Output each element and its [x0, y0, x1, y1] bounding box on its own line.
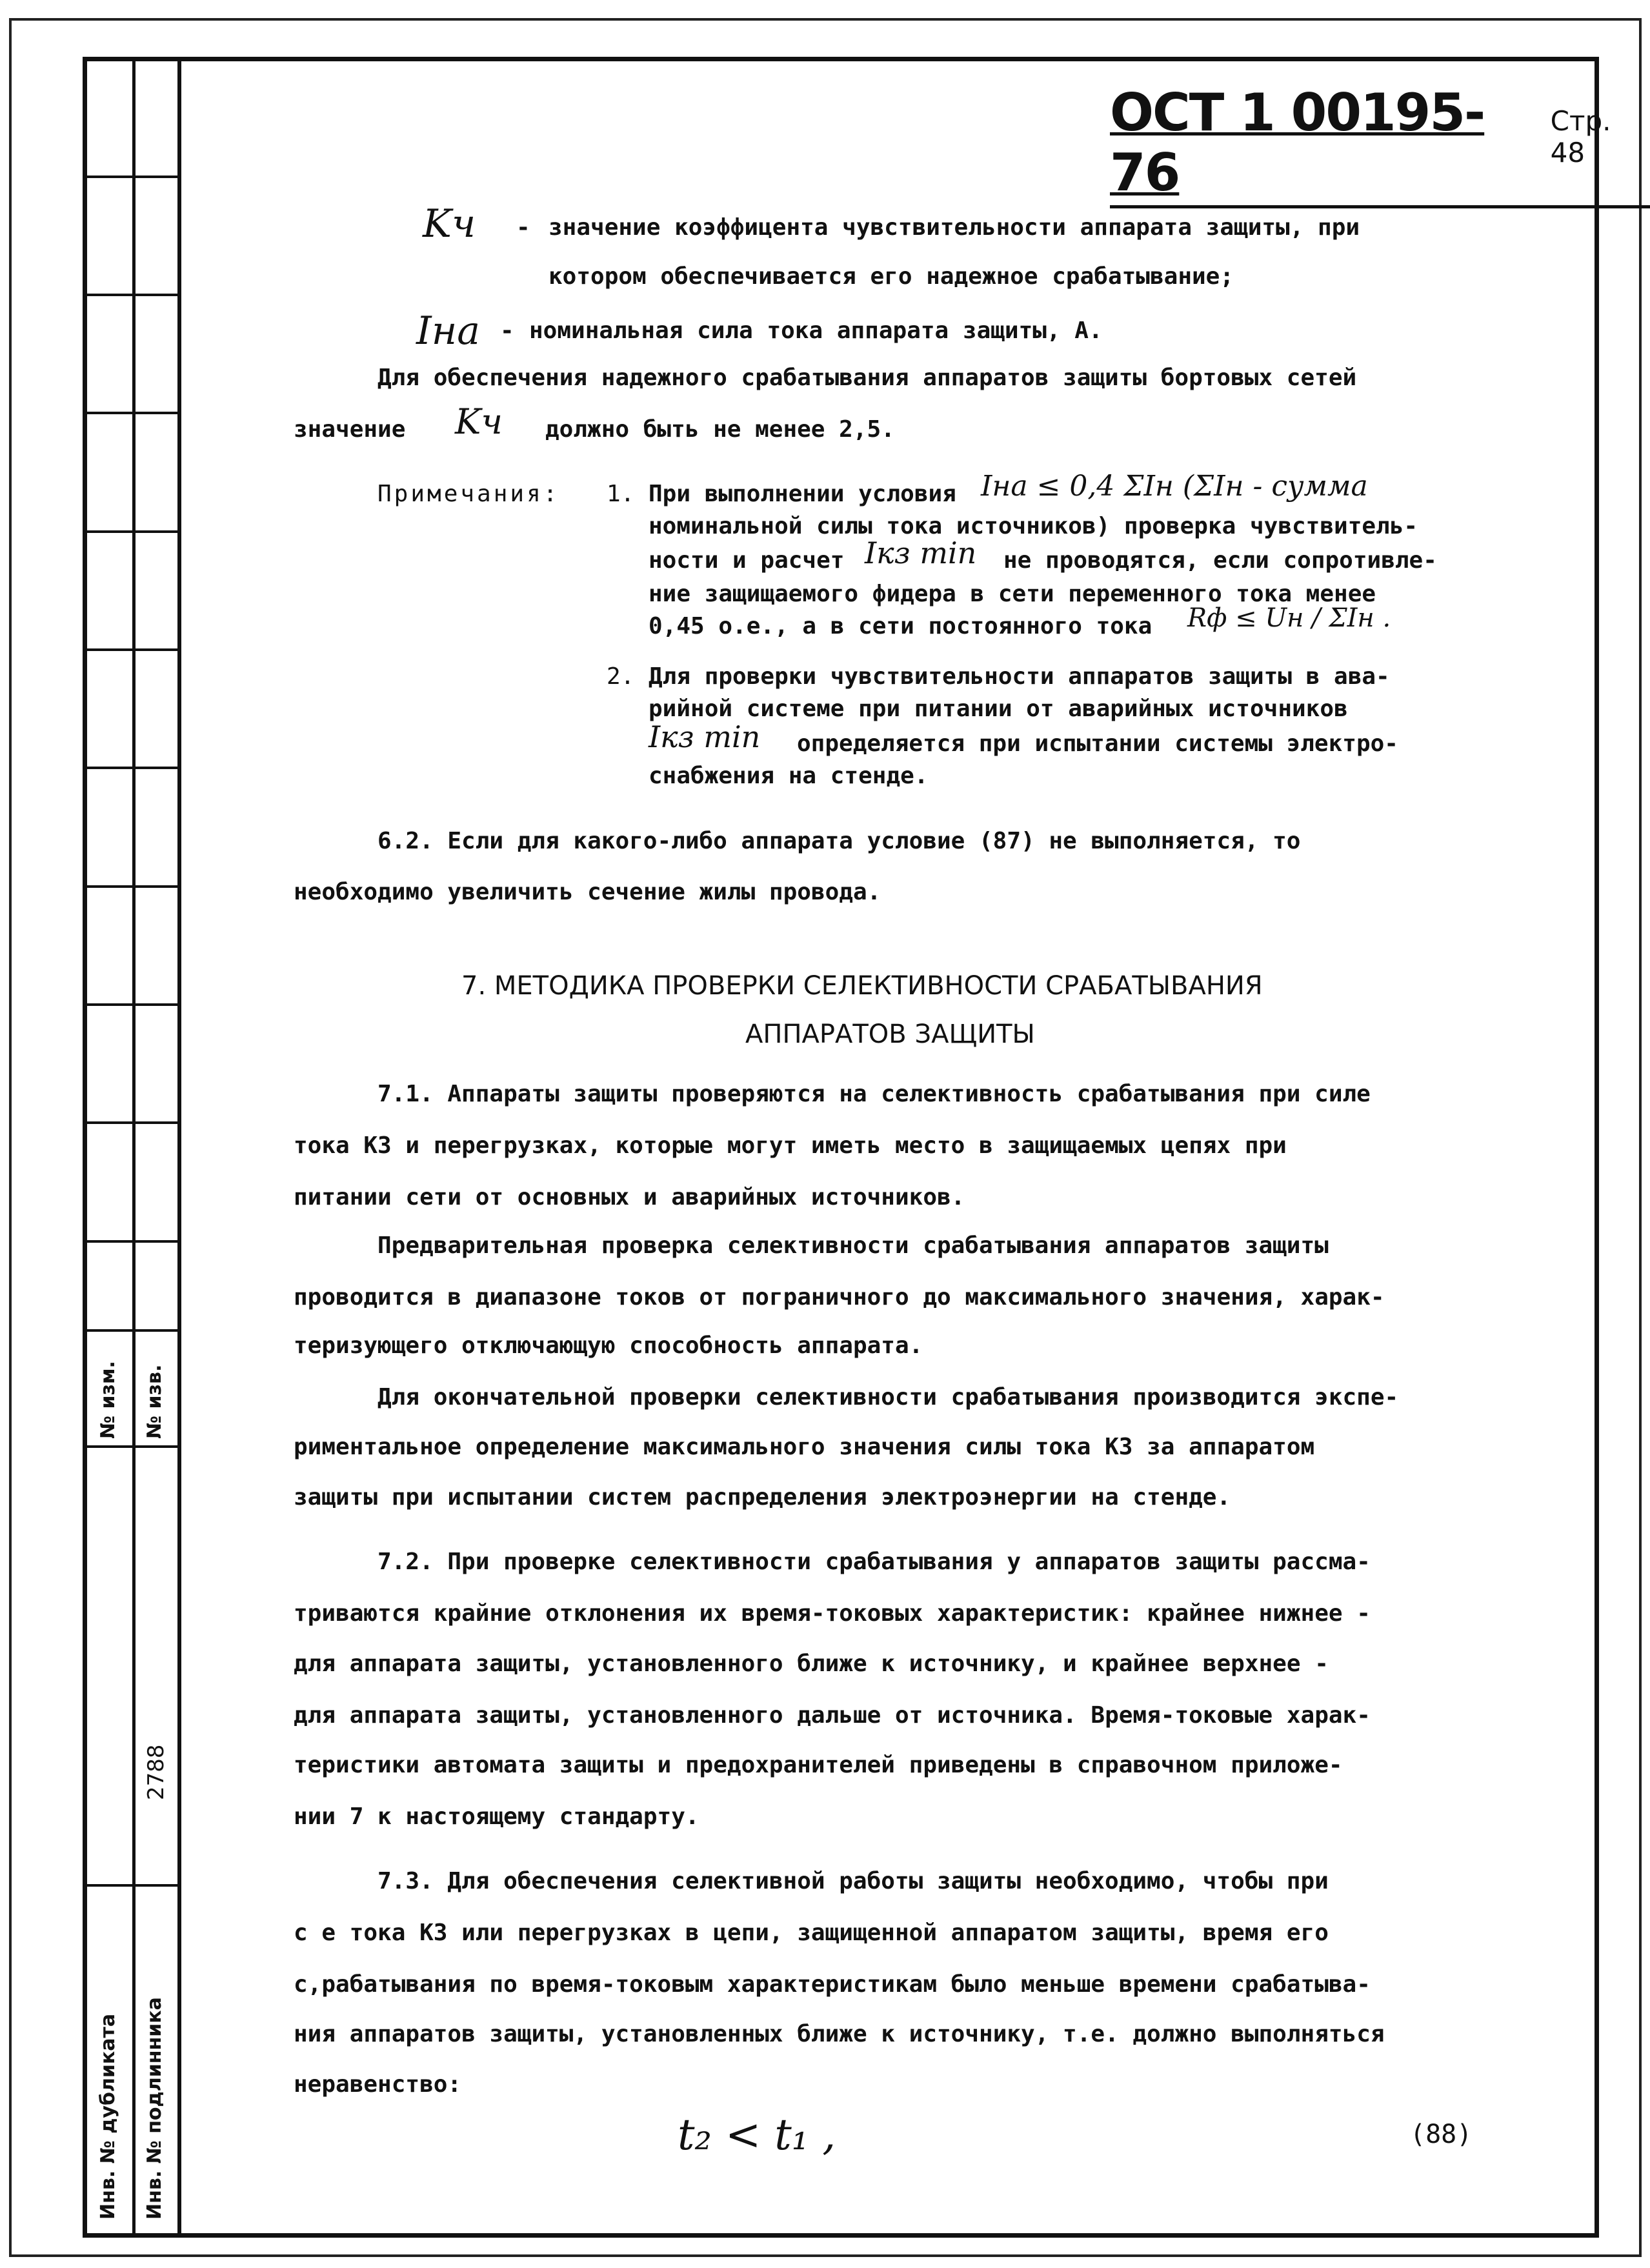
def-ina-line1: номинальная сила тока аппарата защиты, А. — [529, 317, 1103, 344]
note1-number: 1. — [607, 481, 635, 507]
note1-line1-a: При выполнении условия — [649, 481, 956, 507]
p73-line5: неравенство: — [294, 2071, 462, 2098]
reliability-line2-a: значение — [294, 416, 406, 443]
p72-line1: 7.2. При проверке селективности срабатывания у аппаратов защиты рассма- — [377, 1549, 1371, 1575]
note1-line1-math: Iна ≤ 0,4 ΣIн (ΣIн - сумма — [981, 470, 1368, 503]
reliability-line2-b: должно быть не менее 2,5. — [545, 416, 895, 443]
p71-line3: питании сети от основных и аварийных источников. — [294, 1184, 965, 1210]
stamp-label-original-inv: Инв. № подлинника — [143, 1997, 166, 2220]
note2-line3-b: определяется при испытании системы электро- — [797, 730, 1398, 757]
p72-line2: триваются крайние отклонения их время-токовых характеристик: крайнее нижнее - — [294, 1600, 1371, 1627]
note1-line5-math: Rф ≤ Uн / ΣIн . — [1187, 603, 1391, 633]
document-header — [1110, 83, 1650, 208]
p62-line1: 6.2. Если для какого-либо аппарата условие (87) не выполняется, то — [377, 828, 1301, 854]
note2-line4: снабжения на стенде. — [649, 763, 929, 789]
def-kch-line2: котором обеспечивается его надежное срабатывание; — [548, 263, 1234, 290]
note1-line3-a: ности и расчет — [649, 547, 845, 574]
note1-line4: ние защищаемого фидера в сети переменного тока менее — [649, 581, 1376, 607]
final-line3: защиты при испытании систем распределения электроэнергии на стенде. — [294, 1484, 1231, 1510]
note1-line3-math: Iкз min — [865, 536, 977, 570]
page-number: Стр. 48 — [1550, 105, 1611, 168]
stamp-label-izv: № изв. — [143, 1364, 166, 1439]
final-line2: риментальное определение максимального значения силы тока КЗ за аппаратом — [294, 1434, 1315, 1460]
prelim-line3: теризующего отключающую способность аппарата. — [294, 1332, 923, 1359]
prelim-line2: проводится в диапазоне токов от пограничного до максимального значения, харак- — [294, 1284, 1385, 1310]
equation-88: t₂ < t₁ , — [678, 2110, 836, 2160]
p72-line4: для аппарата защиты, установленного дальше от источника. Время-токовые харак- — [294, 1702, 1371, 1729]
reliability-line1: Для обеспечения надежного срабатывания аппаратов защиты бортовых сетей — [377, 365, 1357, 391]
p73-line3: с,рабатывания по время-токовым характеристикам было меньше времени срабатыва- — [294, 1971, 1371, 1998]
p62-line2: необходимо увеличить сечение жилы провода. — [294, 879, 881, 905]
p73-line1: 7.3. Для обеспечения селективной работы защиты необходимо, чтобы при — [377, 1868, 1329, 1894]
standard-code: ОСТ 1 00195-76 — [1110, 83, 1485, 203]
stamp-label-duplicate-inv: Инв. № дубликата — [97, 2013, 119, 2220]
note2-line1: Для проверки чувствительности аппаратов защиты в ава- — [649, 663, 1390, 690]
stamp-label-izm: № изм. — [97, 1361, 119, 1439]
note1-line3-b: не проводятся, если сопротивле- — [1003, 547, 1437, 574]
note1-line2: номинальной силы тока источников) проверка чувствитель- — [649, 513, 1418, 539]
symbol-k-ch-inline: Kч — [455, 401, 503, 442]
note2-number: 2. — [607, 663, 635, 690]
stamp-label-number: 2788 — [143, 1744, 169, 1800]
def-dash: - — [516, 214, 530, 241]
p72-line3: для аппарата защиты, установленного ближе к источнику, и крайнее верхнее - — [294, 1651, 1329, 1677]
prelim-line1: Предварительная проверка селективности срабатывания аппаратов защиты — [377, 1232, 1329, 1259]
final-line1: Для окончательной проверки селективности срабатывания производится экспе- — [377, 1384, 1399, 1410]
p72-line5: теристики автомата защиты и предохранителей приведены в справочном приложе- — [294, 1752, 1343, 1778]
note1-line5-a: 0,45 о.е., а в сети постоянного тока — [649, 613, 1152, 639]
p73-line4: ния аппаратов защиты, установленных ближе к источнику, т.е. должно выполняться — [294, 2021, 1385, 2047]
equation-number: (88) — [1410, 2120, 1473, 2149]
notes-label: Примечания: — [377, 481, 560, 507]
note2-line3-math: Iкз min — [649, 719, 761, 754]
p72-line6: нии 7 к настоящему стандарту. — [294, 1803, 699, 1830]
def-kch-line1: значение коэффицента чувствительности аппарата защиты, при — [548, 214, 1360, 241]
stamp-column-line-left — [83, 57, 86, 2238]
p71-line1: 7.1. Аппараты защиты проверяются на селективность срабатывания при силе — [377, 1081, 1371, 1107]
stamp-column-line-middle — [132, 57, 136, 2238]
p73-line2: с е тока КЗ или перегрузках в цепи, защищенной аппаратом защиты, время его — [294, 1920, 1329, 1946]
stamp-column-line-right — [177, 57, 181, 2238]
note2-line2: рийной системе при питании от аварийных источников — [649, 696, 1348, 722]
symbol-k-ch: Kч — [423, 201, 476, 246]
symbol-i-na: Iна — [416, 308, 480, 354]
section7-title-line2: АППАРАТОВ ЗАЩИТЫ — [745, 1019, 1035, 1049]
def-dash: - — [500, 317, 514, 344]
section7-title-line1: 7. МЕТОДИКА ПРОВЕРКИ СЕЛЕКТИВНОСТИ СРАБАТЫВАНИЯ — [461, 971, 1263, 1001]
p71-line2: тока КЗ и перегрузках, которые могут иметь место в защищаемых цепях при — [294, 1132, 1287, 1159]
